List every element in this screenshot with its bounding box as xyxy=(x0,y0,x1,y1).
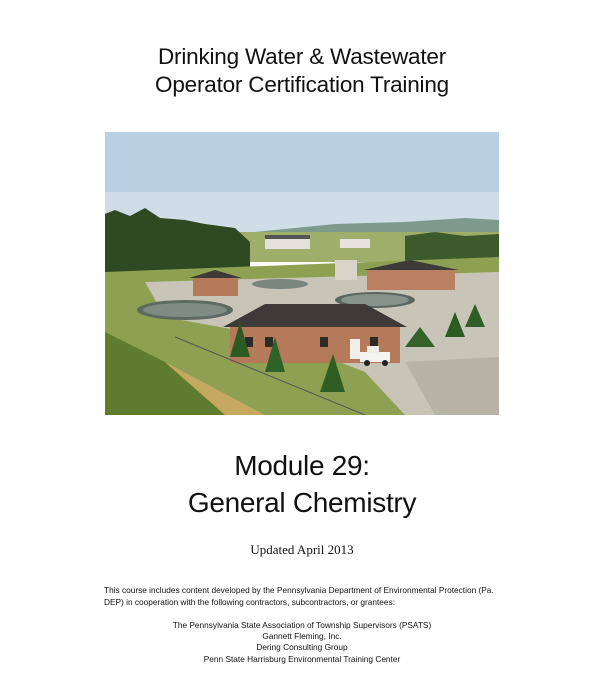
contributor-item: Dering Consulting Group xyxy=(256,642,348,653)
updated-date: Updated April 2013 xyxy=(250,542,354,557)
title-line-2: Operator Certification Training xyxy=(155,72,449,97)
contributor-item: The Pennsylvania State Association of Township Supervisors (PSATS) xyxy=(172,620,432,630)
title-line-1: Drinking Water & Wastewater xyxy=(157,44,446,69)
module-number: Module 29: xyxy=(234,450,370,481)
module-heading xyxy=(0,447,604,521)
contributor-list xyxy=(0,620,604,665)
document-title xyxy=(0,43,604,99)
contributor-item: Penn State Harrisburg Environmental Training Center xyxy=(203,653,401,664)
module-title: General Chemistry xyxy=(187,487,417,518)
contributor-item: Gannett Fleming, Inc. xyxy=(262,631,342,642)
content-disclaimer: This course includes content developed by the Pennsylvania Department of Environmental Protection (Pa. DEP) in cooperation with the following contractors, subcontractors, or grantees: xyxy=(104,585,494,607)
treatment-plant-photo xyxy=(105,132,499,415)
